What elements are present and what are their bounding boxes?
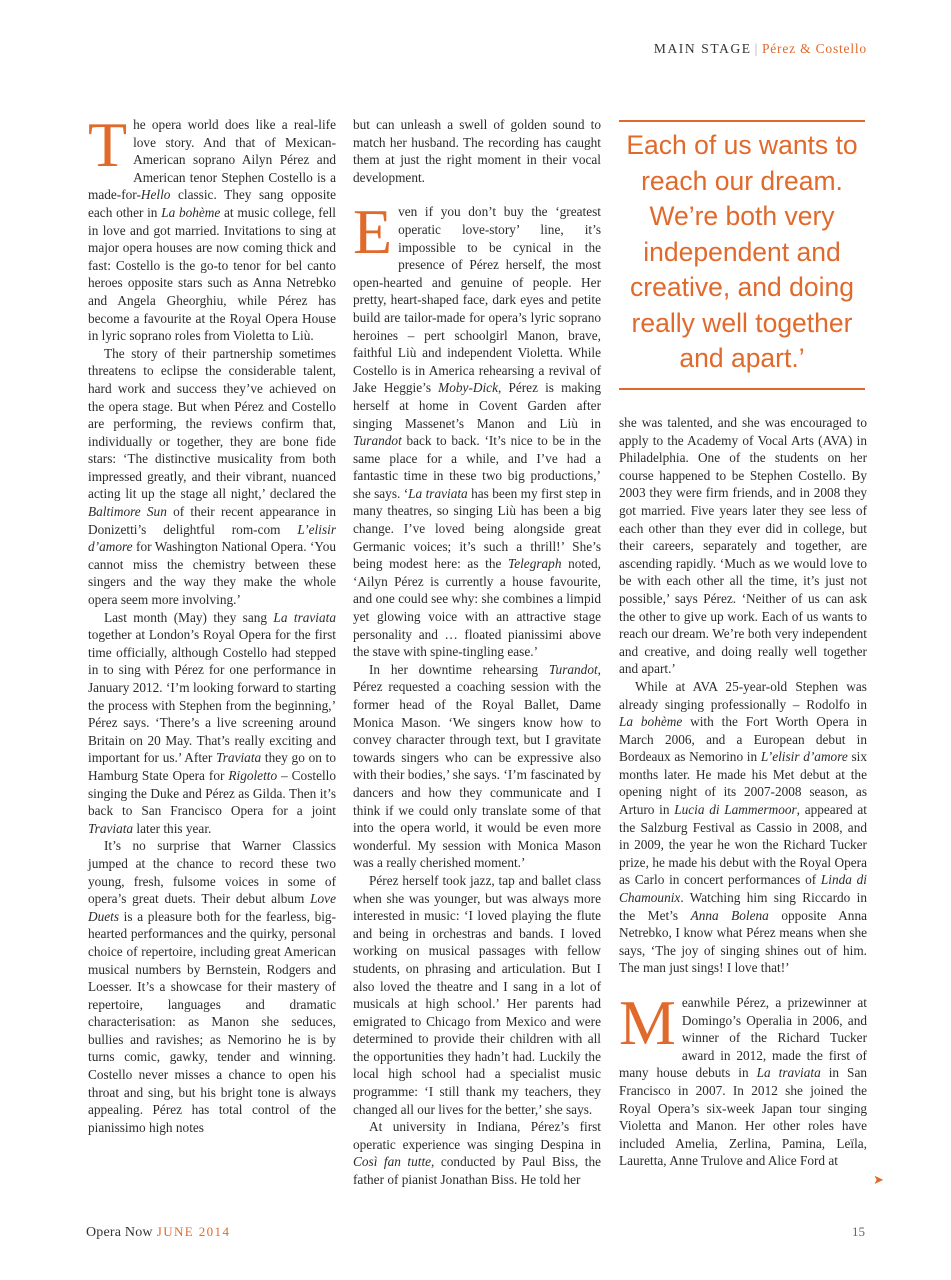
pull-quote-text: Each of us wants to reach our dream. We’re both very independent and creative, and doing really well together and apart.’ — [626, 130, 858, 373]
running-header — [654, 41, 867, 57]
feature-label: Pérez & Costello — [761, 41, 867, 56]
paragraph: but can unleash a swell of golden sound to match her husband. The recording has caught them at just the right moment in their vocal development. — [353, 117, 601, 185]
paragraph: Even if you don’t buy the ‘greatest operatic love-story’ line, it’s impossible to be cynical in the presence of Pérez herself, the most open-hearted and genuine of people. Her pretty, heart-shaped face, dark eyes and petite build are tailor-made for opera’s lyric soprano heroines – pert schoolgirl Manon, brave, faithful Liù and independent Violetta. While Costello is in America rehearsing a revival of Jake Heggie’s Moby-Dick, Pérez is making herself at home in Covent Garden after singing Massenet’s Manon and Liù in Turandot back to back. ‘It’s nice to be in the same place for a while, and I’ve had a fantastic time in these two big productions,’ she says. ‘La traviata has been my first step in many theatres, so singing Liù has been a big change. I’ve loved being alongside great Germanic voices; it’s such a thrill!’ She’s being modest here: as the Telegraph noted, ‘Ailyn Pérez is currently a house favourite, and one could see why: she combines a limpid yet glowing voice with an attractive stage personality and … floated pianissimi above the stave with spine-tingling ease.’ — [353, 196, 602, 660]
drop-cap: E — [353, 196, 393, 268]
paragraph: Last month (May) they sang La traviata together at London’s Royal Opera for the first time officially, although Costello had stepped in to sing with Pérez for one performance in January 2012. ‘I’m looking forward to starting the process with Stephen from the beginning,’ Pérez says. ‘There’s a live screening around Britain on 20 May. That’s really exciting and important for us.’ After Traviata they go on to Hamburg State Opera for Rigoletto – Costello singing the Duke and Pérez as Gilda. Then it’s back to San Francisco Opera for a joint Traviata later this year. — [88, 609, 337, 836]
article-column-2 — [353, 116, 601, 1189]
continue-arrow-icon: ➤ — [873, 1173, 884, 1188]
drop-cap: T — [88, 109, 128, 180]
section-label: MAIN STAGE — [653, 41, 752, 56]
issue-date: JUNE 2014 — [156, 1224, 231, 1239]
pull-quote — [619, 120, 865, 390]
paragraph: Pérez herself took jazz, tap and ballet class when she was younger, but was always more interested in music: ‘I loved playing the flute and being in orchestras and bands. I loved working on musical passages with fellow students, on phrasing and articulation. But I also loved the theatre and I sang in a lot of musicals at high school.’ Her parents had emigrated to Chicago from Mexico and were determined to provide their children with all the opportunities they hadn’t had. Luckily the local high school had a specialist music programme: ‘I still thank my teachers, they changed all our lives for the better,’ she says. — [353, 872, 601, 1117]
article-column-1 — [88, 109, 337, 1136]
header-separator: | — [754, 41, 759, 56]
paragraph: At university in Indiana, Pérez’s first operatic experience was singing Despina in Così fan tutte, conducted by Paul Biss, the father of pianist Jonathan Biss. He told her — [353, 1119, 601, 1188]
paragraph: The opera world does like a real-life love story. And that of Mexican-American soprano Ailyn Pérez and American tenor Stephen Costello is a made-for-Hello classic. They sang opposite each other in La bohème at music college, fell in love and got married. Invitations to sing at major opera houses are now coming thick and fast: Costello is the go-to tenor for bel canto heroes opposite stars such as Anna Netrebko and Angela Gheorghiu, while Pérez has become a favourite at the Royal Opera House in lyric soprano roles from Violetta to Liù. — [88, 109, 336, 344]
article-column-3 — [619, 414, 867, 1170]
paragraph: she was talented, and she was encouraged to apply to the Academy of Vocal Arts (AVA) in Philadelphia. One of the students on her course happened to be Stephen Costello. By 2003 they were firm friends, and in 2008 they got married. Five years later they see less of each other than they ever did in college, but their careers, separately and together, are ascending rapidly. ‘Much as we would love to be with each other all the time, it’s just not possible,’ says Pérez. ‘Neither of us can ask the other to give up work. Each of us wants to reach our dream. We’re both very independent and creative, and doing really well together and apart.’ — [619, 415, 867, 677]
paragraph: In her downtime rehearsing Turandot, Pérez requested a coaching session with the former head of the Royal Ballet, Dame Monica Mason. ‘We singers know how to convey character through text, but I gravitate towards singers who can be expressive also with their bodies,’ she says. ‘I’m fascinated by dancers and how they communicate and I think if we could only translate some of that into the opera world, it would be even more wonderful. My session with Monica Mason was a really cherished moment.’ — [353, 661, 601, 871]
footer-magazine — [86, 1224, 230, 1241]
magazine-name: Opera Now — [86, 1225, 153, 1240]
paragraph: It’s no surprise that Warner Classics jumped at the chance to record these two young, fresh, fulsome voices in some of opera’s great duets. Their debut album Love Duets is a pleasure both for the fearless, big-hearted performances and the quirky, personal choice of repertoire, including great American musical numbers by Bernstein, Rodgers and Loesser. It’s a showcase for their mastery of repertoire, languages and dramatic characterisation: as Manon she seduces, bullies and ravishes; as Nemorino he is by turns comic, gawky, tender and winning. Costello never misses a chance to open his throat and sing, but his bright tone is always appealing. Pérez has total control of the pianissimo high notes — [88, 838, 336, 1135]
drop-cap: M — [619, 987, 676, 1058]
paragraph: Meanwhile Pérez, a prizewinner at Domingo’s Operalia in 2006, and winner of the Richard Tucker award in 2012, made the first of many house debuts in La traviata in San Francisco in 2007. In 2012 she joined the Royal Opera’s six-week Japan tour singing Violetta and Manon. Her other roles have included Amelia, Zerlina, Pamina, Leïla, Lauretta, Anne Trulove and Alice Ford at — [619, 987, 868, 1169]
paragraph: The story of their partnership sometimes threatens to eclipse the considerable talent, hard work and success they’ve achieved on the opera stage. But when Pérez and Costello are performing, the reviews confirm that, individually or together, they are bone fide stars: ‘The distinctive musicality from both impressed greatly, and their vibrant, nuanced acting lit up the stage all night,’ declared the Baltimore Sun of their recent appearance in Donizetti’s delightful rom-com L’elisir d’amore for Washington National Opera. ‘You cannot miss the chemistry between these singers and the way they make the whole opera seem more involving.’ — [88, 345, 336, 608]
page-number: 15 — [852, 1224, 865, 1239]
paragraph: While at AVA 25-year-old Stephen was already singing professionally – Rodolfo in La bohème with the Fort Worth Opera in March 2006, and a European debut in Bordeaux as Nemorino in L’elisir d’amore six months later. He made his Met debut at the opening night of its 2007-2008 season, as Arturo in Lucia di Lammermoor, appeared at the Salzburg Festival as Cassio in 2008, and in 2009, the year he won the Richard Tucker prize, he made his debut with the Royal Opera as Carlo in concert performances of Linda di Chamounix. Watching him sing Riccardo in the Met’s Anna Bolena opposite Anna Netrebko, I know what Pérez means when she says, ‘The joy of singing shines out of him. The man just sings! I love that!’ — [619, 678, 868, 976]
